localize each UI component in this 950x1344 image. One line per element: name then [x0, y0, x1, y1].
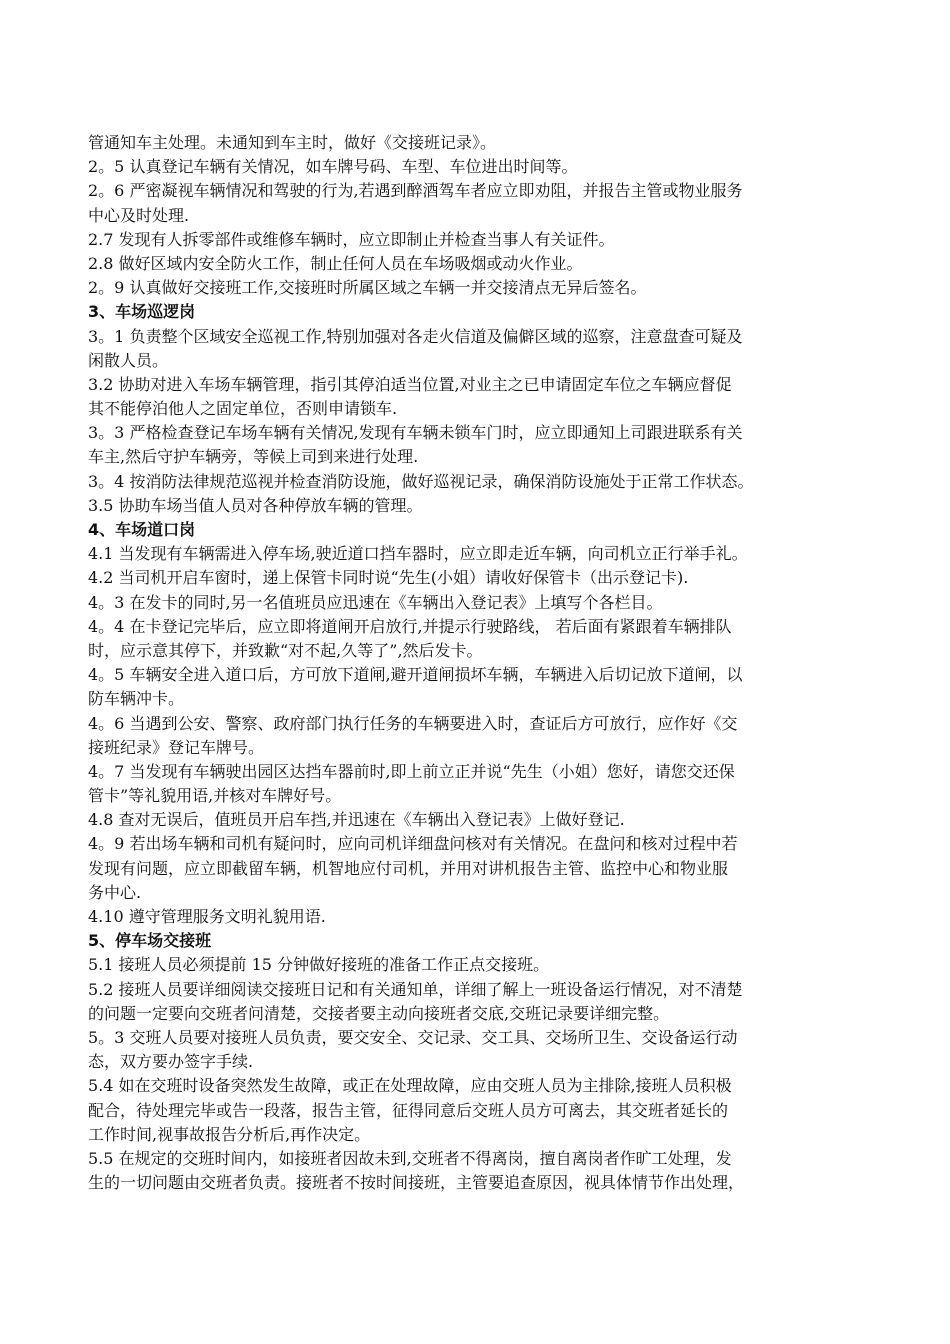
text-line: 3。1 负责整个区域安全巡视工作,特别加强对各走火信道及偏僻区域的巡察，注意盘查可疑及	[88, 326, 743, 346]
section-heading: 3、车场巡逻岗	[88, 302, 196, 322]
text-line: 4。7 当发现有车辆驶出园区达挡车器前时,即上前立正并说“先生（小姐）您好，请您交还保	[88, 761, 735, 781]
text-line: 5.4 如在交班时设备突然发生故障，或正在处理故障，应由交班人员为主排除,接班人员积极	[88, 1076, 732, 1096]
text-line: 配合，待处理完毕或告一段落，报告主管，征得同意后交班人员方可离去，其交班者延长的	[88, 1100, 729, 1120]
text-line: 务中心.	[88, 882, 142, 902]
text-line: 2。5 认真登记车辆有关情况，如车牌号码、车型、车位进出时间等。	[88, 157, 578, 177]
text-line: 防车辆冲卡。	[88, 689, 185, 709]
text-line: 2。6 严密凝视车辆情况和驾驶的行为,若遇到醉酒驾车者应立即劝阻，并报告主管或物业服务	[88, 181, 743, 201]
text-line: 3.5 协助车场当值人员对各种停放车辆的管理。	[88, 495, 423, 515]
text-line: 管通知车主处理。未通知到车主时，做好《交接班记录》。	[88, 133, 497, 152]
text-line: 工作时间,视事故报告分析后,再作决定。	[88, 1124, 371, 1144]
text-line: 4.8 查对无误后，值班员开启车挡,并迅速在《车辆出入登记表》上做好登记.	[88, 810, 625, 830]
text-line: 4.1 当发现有车辆需进入停车场,驶近道口挡车器时，应立即走近车辆，向司机立正行举手礼。	[88, 544, 748, 564]
section-heading: 4、车场道口岗	[88, 520, 196, 539]
text-line: 2.7 发现有人拆零部件或维修车辆时，应立即制止并检查当事人有关证件。	[88, 229, 615, 249]
text-line: 4。3 在发卡的同时,另一名值班员应迅速在《车辆出入登记表》上填写个各栏目。	[88, 592, 663, 612]
text-line: 4.10 遵守管理服务文明礼貌用语.	[88, 907, 326, 926]
text-line: 接班纪录》登记车牌号。	[88, 737, 265, 757]
text-line: 5.2 接班人员要详细阅读交接班日记和有关通知单，详细了解上一班设备运行情况，对不清楚	[88, 979, 743, 999]
text-line: 5.5 在规定的交班时间内，如接班者因故未到,交班者不得离岗，擅自离岗者作旷工处理，发	[88, 1148, 732, 1168]
text-line: 5。3 交班人员要对接班人员负责，要交安全、交记录、交工具、交场所卫生、交设备运行动	[88, 1027, 738, 1047]
text-line: 管卡”等礼貌用语,并核对车牌好号。	[88, 786, 342, 806]
text-line: 生的一切问题由交班者负责。接班者不按时间接班，主管要追查原因，视具体情节作出处理，	[88, 1173, 745, 1193]
text-line: 3。3 严格检查登记车场车辆有关情况,发现有车辆未锁车门时，应立即通知上司跟进联系有关	[88, 423, 743, 443]
text-line: 态，双方要办签字手续.	[88, 1052, 254, 1072]
text-line: 2。9 认真做好交接班工作,交接班时所属区域之车辆一并交接清点无异后签名。	[88, 278, 647, 298]
text-line: 4。5 车辆安全进入道口后，方可放下道闸,避开道闸损坏车辆，车辆进入后切记放下道闸，以	[88, 665, 743, 685]
text-line: 其不能停泊他人之固定单位，否则申请锁车.	[88, 399, 398, 419]
text-line: 5.1 接班人员必须提前 15 分钟做好接班的准备工作正点交接班。	[88, 955, 550, 975]
text-line: 4。4 在卡登记完毕后，应立即将道闸开启放行,并提示行驶路线， 若后面有紧跟着车辆排队	[88, 616, 732, 636]
text-line: 2.8 做好区域内安全防火工作，制止任何人员在车场吸烟或动火作业。	[88, 253, 583, 273]
document-page	[88, 131, 880, 1195]
text-line: 车主,然后守护车辆旁，等候上司到来进行处理.	[88, 447, 419, 467]
text-line: 4.2 当司机开启车窗时，递上保管卡同时说“先生(小姐）请收好保管卡（出示登记卡).	[88, 568, 689, 588]
section-heading: 5、停车场交接班	[88, 931, 212, 951]
text-line: 闲散人员。	[88, 350, 169, 370]
text-line: 3.2 协助对进入车场车辆管理，指引其停泊适当位置,对业主之已申请固定车位之车辆应督促	[88, 374, 732, 394]
text-line: 3。4 按消防法律规范巡视并检查消防设施，做好巡视记录，确保消防设施处于正常工作状态。	[88, 471, 754, 491]
text-line: 时，应示意其停下，并致歉“对不起,久等了”,然后发卡。	[88, 640, 483, 660]
text-line: 的问题一定要向交班者问清楚，交接者要主动向接班者交底,交班记录要详细完整。	[88, 1003, 670, 1023]
text-line: 发现有问题，应立即截留车辆，机智地应付司机，并用对讲机报告主管、监控中心和物业服	[88, 858, 729, 878]
text-line: 4。6 当遇到公安、警察、政府部门执行任务的车辆要进入时，查证后方可放行，应作好《交	[88, 713, 738, 733]
text-line: 中心及时处理.	[88, 205, 190, 225]
text-line: 4。9 若出场车辆和司机有疑问时，应向司机详细盘问核对有关情况。在盘问和核对过程中若	[88, 834, 738, 854]
